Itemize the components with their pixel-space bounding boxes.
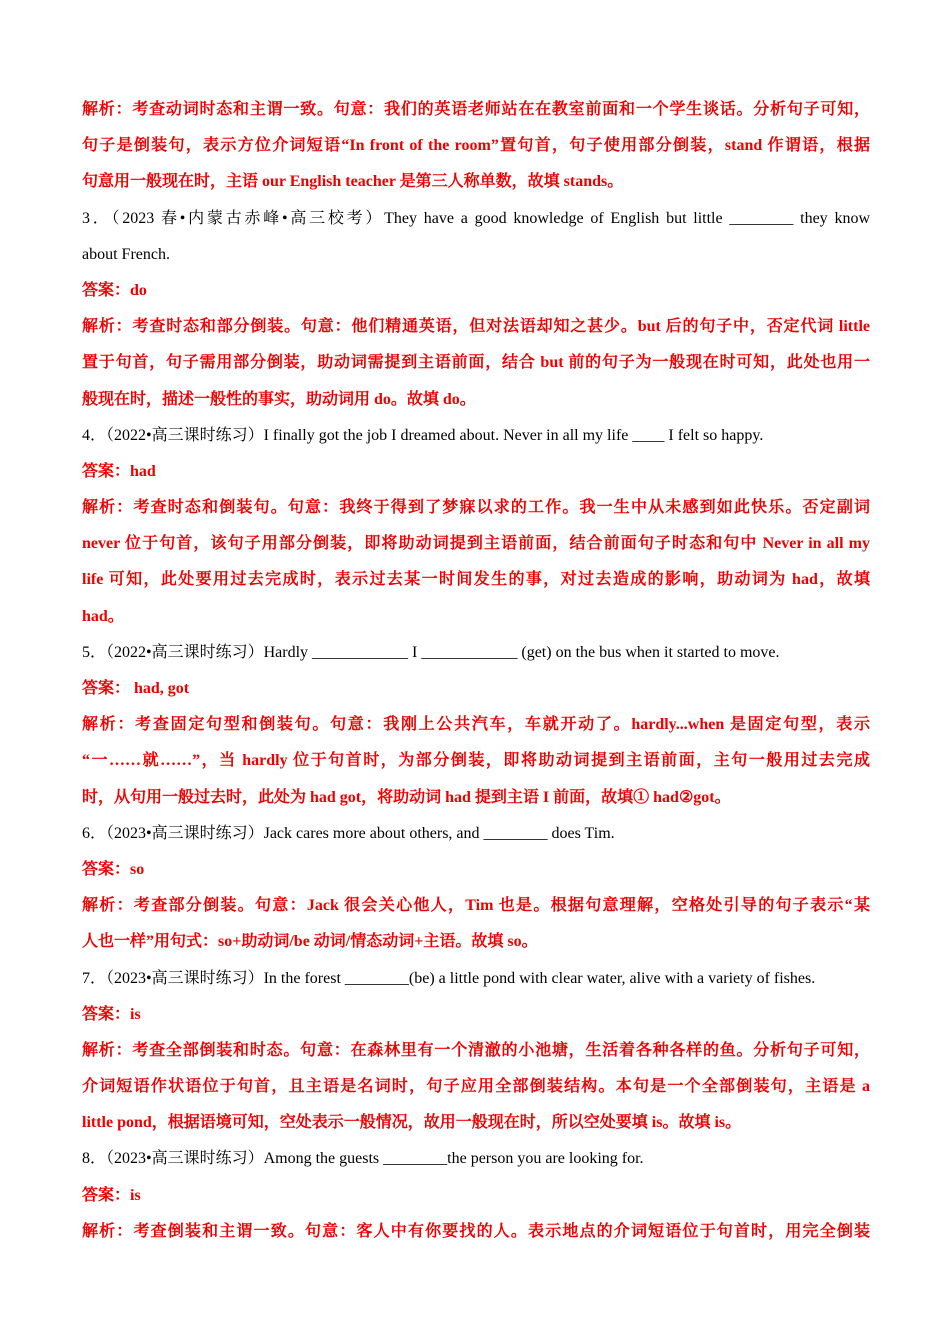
document-page bbox=[82, 92, 870, 1250]
analysis-line: 解析：考查部分倒装。句意：Jack 很会关心他人，Tim 也是。根据句意理解，空格处引导的句子表示“某 bbox=[82, 897, 870, 915]
answer-8: 答案：is bbox=[82, 1186, 141, 1204]
analysis-line: “一……就……”，当 hardly 位于句首时，为部分倒装，即将助动词提到主语前面，主句一般用过去完成 bbox=[82, 752, 870, 770]
analysis-line: had。 bbox=[82, 607, 124, 625]
analysis-line: 解析：考查全部倒装和时态。句意：在森林里有一个清澈的小池塘，生活着各种各样的鱼。分析句子可知， bbox=[82, 1041, 870, 1059]
analysis-line: 时，从句用一般过去时，此处为 had got，将助动词 had 提到主语 I 前面，故填① had②got。 bbox=[82, 788, 731, 806]
question-5-line: 5．（2022•高三课时练习）Hardly ____________ I ____________ (get) on the bus when it started to move. bbox=[82, 643, 780, 661]
analysis-line: 解析：考查动词时态和主谓一致。句意：我们的英语老师站在在教室前面和一个学生谈话。分析句子可知， bbox=[82, 101, 870, 118]
question-6-line: 6．（2023•高三课时练习）Jack cares more about others, and ________ does Tim. bbox=[82, 824, 615, 842]
analysis-line: life 可知，此处要用过去完成时，表示过去某一时间发生的事，对过去造成的影响，助动词为 had，故填 bbox=[82, 571, 870, 589]
answer-7: 答案：is bbox=[82, 1005, 141, 1023]
analysis-line: 解析：考查时态和部分倒装。句意：他们精通英语，但对法语却知之甚少。but 后的句子中，否定代词 little bbox=[82, 318, 870, 336]
question-4-line: 4．（2022•高三课时练习）I finally got the job I dreamed about. Never in all my life ____ I felt so happy. bbox=[82, 426, 764, 444]
analysis-line: never 位于句首，该句子用部分倒装，即将助动词提到主语前面，结合前面句子时态和句中 Never in all my bbox=[82, 535, 870, 553]
analysis-line: 解析：考查时态和倒装句。句意：我终于得到了梦寐以求的工作。我一生中从未感到如此快乐。否定副词 bbox=[82, 499, 870, 517]
analysis-line: 般现在时，描述一般性的事实，助动词用 do。故填 do。 bbox=[82, 390, 476, 408]
question-7-line: 7．（2023•高三课时练习）In the forest ________(be) a little pond with clear water, alive with a variety of fishes. bbox=[82, 969, 816, 987]
analysis-line: 置于句首，句子需用部分倒装，助动词需提到主语前面，结合 but 前的句子为一般现在时可知，此处也用一 bbox=[82, 354, 870, 372]
analysis-line: little pond，根据语境可知，空处表示一般情况，故用一般现在时，所以空处要填 is。故填 is。 bbox=[82, 1114, 742, 1132]
analysis-line: 解析：考查固定句型和倒装句。句意：我刚上公共汽车，车就开动了。hardly...when 是固定句型，表示 bbox=[82, 716, 870, 734]
answer-5: 答案： had, got bbox=[82, 680, 190, 697]
answer-4: 答案：had bbox=[82, 462, 156, 480]
analysis-line: 人也一样”用句式：so+助动词/be 动词/情态动词+主语。故填 so。 bbox=[82, 933, 538, 951]
question-8-line: 8．（2023•高三课时练习）Among the guests ________the person you are looking for. bbox=[82, 1150, 644, 1168]
analysis-line: 句意用一般现在时，主语 our English teacher 是第三人称单数，故填 stands。 bbox=[82, 173, 624, 191]
analysis-line: 句子是倒装句，表示方位介词短语“In front of the room”置句首，句子使用部分倒装，stand 作谓语，根据 bbox=[82, 137, 870, 155]
question-3-line: about French. bbox=[82, 245, 170, 263]
answer-3: 答案：do bbox=[82, 281, 147, 299]
answer-6: 答案：so bbox=[82, 860, 145, 878]
analysis-line: 介词短语作状语位于句首，且主语是名词时，句子应用全部倒装结构。本句是一个全部倒装句，主语是 a bbox=[82, 1078, 870, 1096]
question-3-line: 3．（2023 春•内蒙古赤峰•高三校考）They have a good knowledge of English but little ________ they know bbox=[82, 209, 870, 227]
analysis-line: 解析：考查倒装和主谓一致。句意：客人中有你要找的人。表示地点的介词短语位于句首时，用完全倒装 bbox=[82, 1222, 870, 1240]
